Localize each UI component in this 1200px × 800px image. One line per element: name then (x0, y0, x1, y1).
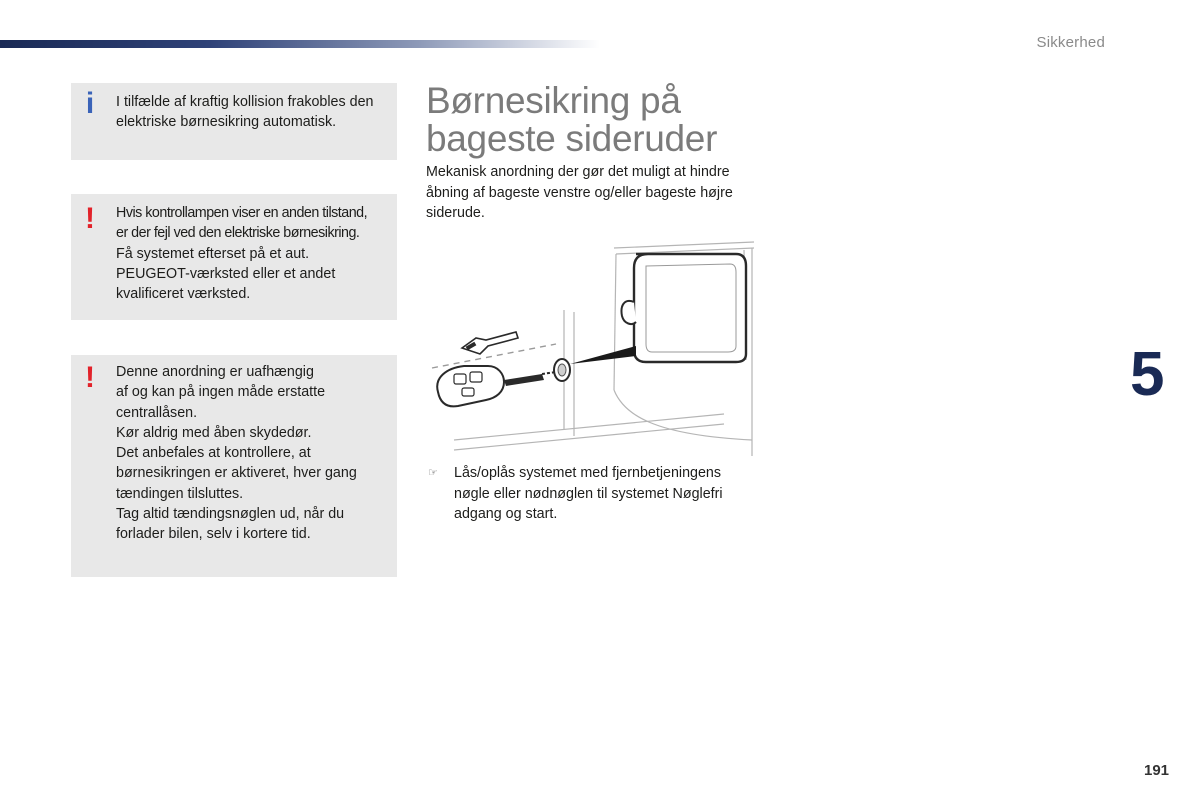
info-note-text: I tilfælde af kraftig kollision frakobles den elektriske børnesikring automatisk. (116, 94, 374, 131)
pointing-hand-icon: ☞ (428, 467, 438, 479)
chapter-number: 5 (1130, 340, 1165, 409)
note-line: PEUGEOT-værksted eller et andet (116, 265, 336, 282)
note-line: Kør aldrig med åben skydedør. (116, 424, 312, 441)
section-title: Sikkerhed (1036, 34, 1105, 51)
child-lock-illustration (424, 240, 756, 456)
note-line: af og kan på ingen måde erstatte (116, 384, 326, 401)
info-icon: i (85, 87, 95, 120)
note-line: forlader bilen, selv i kortere tid. (116, 526, 311, 543)
warning-note-1 (71, 194, 397, 320)
warning-note-2 (71, 355, 397, 577)
header-gradient-bar (0, 40, 600, 48)
page-title-line-1: Børnesikring på (426, 80, 681, 121)
note-line: kvalificeret værksted. (116, 286, 251, 303)
note-line: Få systemet efterset på et aut. (116, 245, 310, 262)
note-line: børnesikringen er aktiveret, hver gang (116, 465, 357, 482)
warning-note-1-text (116, 203, 391, 304)
info-note (71, 83, 397, 160)
note-line: Det anbefales at kontrollere, at (116, 445, 311, 462)
page-title (426, 82, 766, 158)
note-line: Denne anordning er uafhængig (116, 364, 314, 380)
intro-paragraph: Mekanisk anordning der gør det muligt at hindre åbning af bageste venstre og/eller bageste højre siderude. (426, 164, 733, 221)
warning-exclamation-icon: ! (85, 202, 95, 235)
note-line: er der fejl ved den elektriske børnesikring. (116, 225, 360, 242)
warning-exclamation-icon: ! (85, 361, 95, 394)
note-line: tændingen tilsluttes. (116, 485, 244, 502)
page-number: 191 (1144, 762, 1170, 779)
step-instruction: Lås/oplås systemet med fjernbetjeningens nøgle eller nødnøglen til systemet Nøglefri adgang og start. (454, 465, 723, 522)
note-line: Tag altid tændingsnøglen ud, når du (116, 506, 345, 523)
note-line: Hvis kontrollampen viser en anden tilstand, (116, 205, 368, 221)
warning-note-2-text (116, 362, 391, 545)
note-line: centrallåsen. (116, 404, 198, 421)
page-title-line-2: bageste sideruder (426, 118, 718, 159)
